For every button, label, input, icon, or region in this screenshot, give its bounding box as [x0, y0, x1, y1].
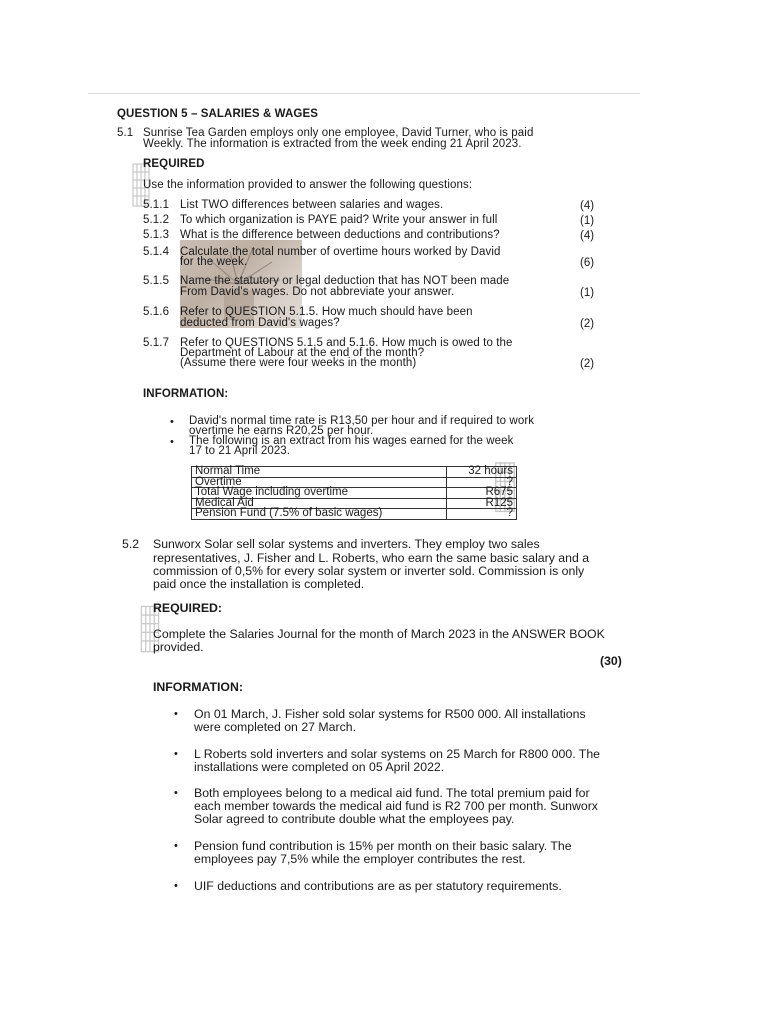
- section-marks: (30): [600, 654, 622, 668]
- section-text: Sunworx Solar sell solar systems and inverters. They employ two sales: [153, 537, 540, 551]
- bullet-icon: •: [174, 708, 178, 720]
- information-text: David's normal time rate is R13,50 per hour and if required to work: [189, 415, 535, 427]
- section-text: paid once the installation is completed.: [153, 577, 365, 591]
- information-text: were completed on 27 March.: [194, 720, 356, 734]
- information-text: each member towards the medical aid fund is R2 700 per month. Sunworx: [194, 799, 598, 813]
- information-text: Solar agreed to contribute double what the employees pay.: [194, 812, 515, 826]
- required-text: provided.: [153, 640, 204, 654]
- section-text: representatives, J. Fisher and L. Roberts, who earn the same basic salary and a: [153, 551, 590, 565]
- information-text: installations were completed on 05 April 2022.: [194, 760, 445, 774]
- information-text: employees pay 7,5% while the employer contributes the rest.: [194, 852, 526, 866]
- question-marks: (4): [580, 200, 595, 212]
- table-row: [192, 509, 517, 520]
- question-number: 5.1.4: [143, 246, 170, 258]
- question-title: QUESTION 5 – SALARIES & WAGES: [117, 108, 318, 120]
- information-text: UIF deductions and contributions are as per statutory requirements.: [194, 879, 562, 893]
- question-text: What is the difference between deductions and contributions?: [180, 229, 500, 241]
- information-text: Both employees belong to a medical aid fund. The total premium paid for: [194, 786, 590, 800]
- table-cell: Pension Fund (7.5% of basic wages): [192, 509, 447, 520]
- question-marks: (1): [580, 287, 595, 299]
- information-text: overtime he earns R20,25 per hour.: [189, 425, 374, 437]
- question-marks: (2): [580, 358, 595, 370]
- table-cell: Medical Aid: [192, 498, 447, 509]
- bullet-icon: •: [174, 787, 178, 799]
- section-number: 5.1: [117, 127, 134, 139]
- section-number: 5.2: [122, 537, 140, 551]
- wages-table: [191, 466, 517, 520]
- question-number: 5.1.6: [143, 306, 170, 318]
- question-text: From David's wages. Do not abbreviate your answer.: [180, 286, 455, 298]
- question-text: List TWO differences between salaries and wages.: [180, 199, 444, 211]
- table-cell: R675: [447, 488, 517, 499]
- question-number: 5.1.7: [143, 337, 170, 349]
- table-cell: Overtime: [192, 477, 447, 488]
- question-marks: (2): [580, 318, 595, 330]
- information-text: L Roberts sold inverters and solar systems on 25 March for R800 000. The: [194, 747, 600, 761]
- table-cell: ?: [447, 509, 517, 520]
- section-text: commission of 0,5% for every solar system or inverter sold. Commission is only: [153, 564, 585, 578]
- information-heading: INFORMATION:: [153, 680, 243, 694]
- table-cell: 32 hours: [447, 467, 517, 478]
- table-cell: Total Wage including overtime: [192, 488, 447, 499]
- instruction-text: Use the information provided to answer the following questions:: [143, 179, 473, 191]
- table-cell: R125: [447, 498, 517, 509]
- bullet-icon: •: [174, 840, 178, 852]
- question-marks: (1): [580, 215, 595, 227]
- bullet-icon: •: [174, 748, 178, 760]
- bullet-icon: •: [170, 436, 174, 448]
- information-text: The following is an extract from his wages earned for the week: [189, 435, 514, 447]
- question-number: 5.1.5: [143, 275, 170, 287]
- table-cell: Normal Time: [192, 467, 447, 478]
- information-heading: INFORMATION:: [143, 388, 229, 400]
- question-text: Refer to QUESTION 5.1.5. How much should have been: [180, 306, 473, 318]
- section-text: Weekly. The information is extracted from the week ending 21 April 2023.: [143, 138, 522, 150]
- information-text: Pension fund contribution is 15% per month on their basic salary. The: [194, 839, 572, 853]
- information-text: 17 to 21 April 2023.: [189, 445, 291, 457]
- question-text: Department of Labour at the end of the month?: [180, 347, 425, 359]
- information-text: On 01 March, J. Fisher sold solar systems for R500 000. All installations: [194, 707, 586, 721]
- section-text: Sunrise Tea Garden employs only one employee, David Turner, who is paid: [143, 127, 534, 139]
- question-text: Calculate the total number of overtime hours worked by David: [180, 246, 501, 258]
- question-text: Refer to QUESTIONS 5.1.5 and 5.1.6. How much is owed to the: [180, 337, 513, 349]
- required-heading: REQUIRED: [143, 158, 205, 170]
- required-heading: REQUIRED:: [153, 601, 223, 615]
- question-number: 5.1.1: [143, 199, 170, 211]
- top-divider: [88, 93, 640, 94]
- question-marks: (4): [580, 230, 595, 242]
- question-text: Name the statutory or legal deduction that has NOT been made: [180, 275, 510, 287]
- question-text: for the week.: [180, 256, 248, 268]
- question-marks: (6): [580, 257, 595, 269]
- question-text: deducted from David's wages?: [180, 317, 340, 329]
- bullet-icon: •: [170, 416, 174, 428]
- required-text: Complete the Salaries Journal for the month of March 2023 in the ANSWER BOOK: [153, 627, 605, 641]
- question-text: To which organization is PAYE paid? Write your answer in full: [180, 214, 498, 226]
- question-text: (Assume there were four weeks in the month): [180, 357, 417, 369]
- table-cell: ?: [447, 477, 517, 488]
- bullet-icon: •: [174, 880, 178, 892]
- question-number: 5.1.3: [143, 229, 170, 241]
- question-number: 5.1.2: [143, 214, 170, 226]
